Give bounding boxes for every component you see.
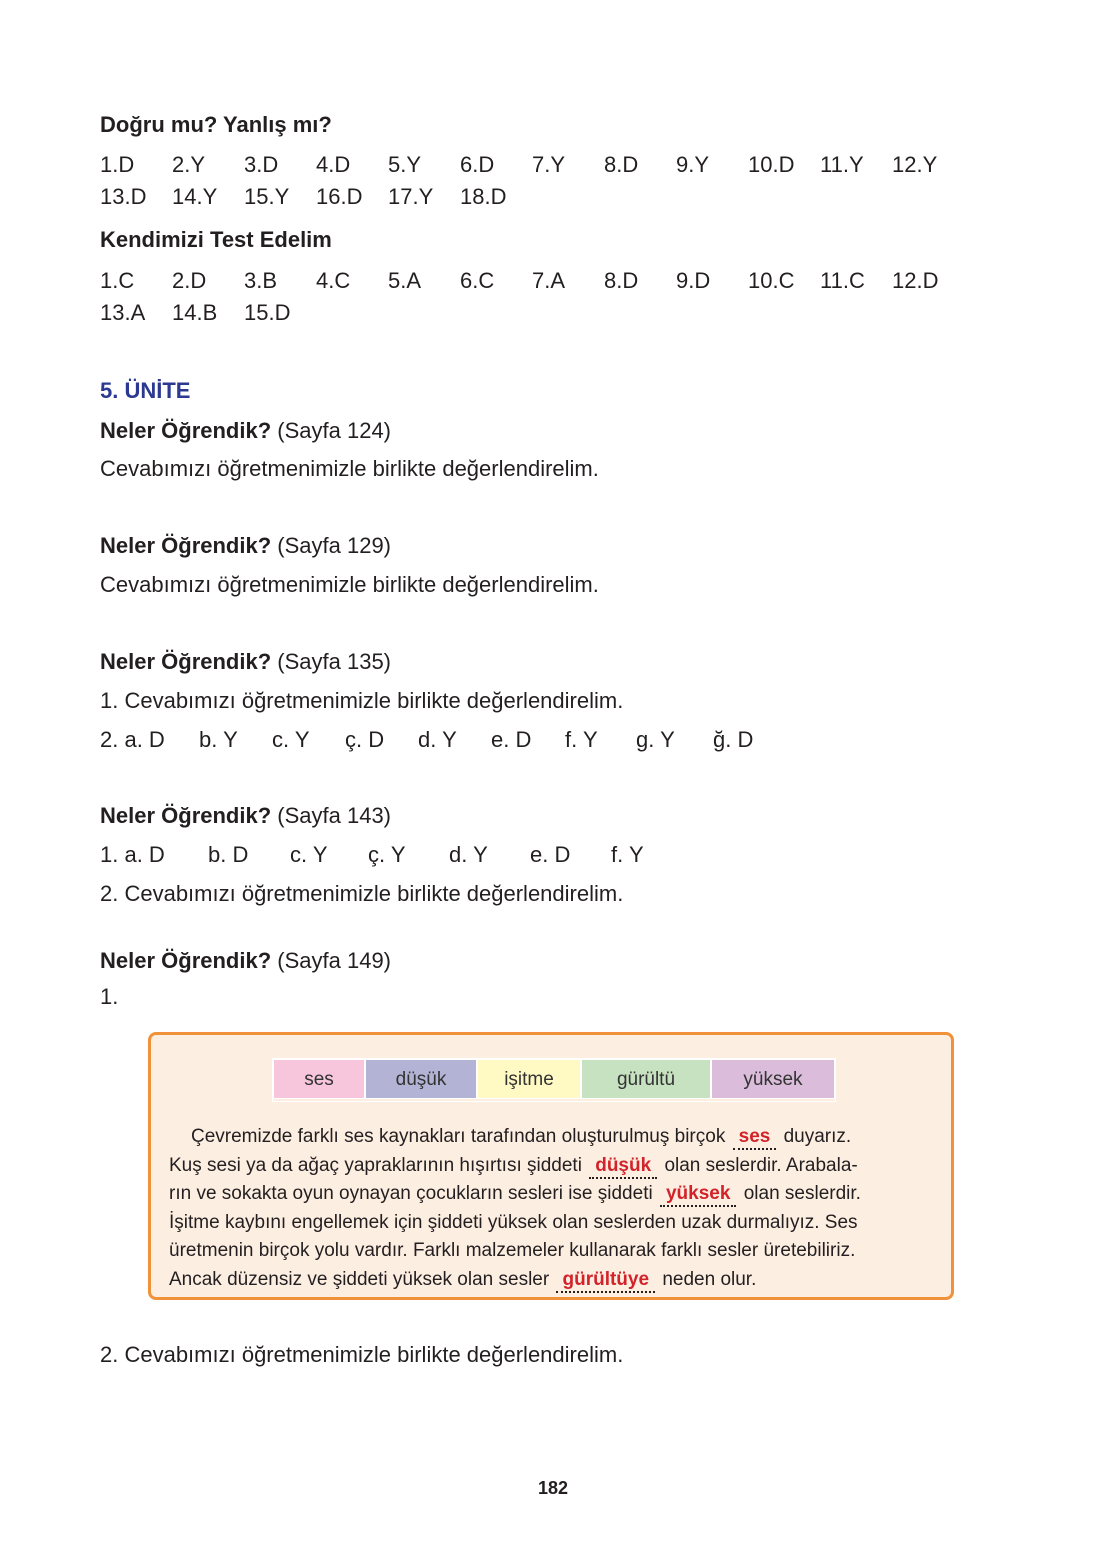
answer-row (0, 268, 1106, 298)
word-bank (272, 1058, 836, 1102)
paragraph-line (169, 1152, 945, 1181)
answer-cell: 10.C (748, 268, 795, 293)
answer-cell: 7.Y (532, 152, 566, 177)
answer-cell: 13.A (100, 300, 146, 325)
paragraph-text: Kuş sesi ya da ağaç yapraklarının hışırtısı şiddeti (169, 1154, 582, 1176)
answer-cell: ç. D (345, 727, 385, 752)
answer-cell: 4.D (316, 152, 351, 177)
answer-cell: 17.Y (388, 184, 434, 209)
answer-cell: 6.D (460, 152, 495, 177)
answer-row (0, 727, 1106, 757)
answer-text: 2. Cevabımızı öğretmenimizle birlikte değerlendirelim. (100, 881, 624, 906)
answer-text: Cevabımızı öğretmenimizle birlikte değerlendirelim. (100, 572, 599, 597)
unit-title: 5. ÜNİTE (100, 378, 191, 403)
neler-heading: Neler Öğrendik? (100, 533, 272, 558)
answer-cell: 2.Y (172, 152, 206, 177)
fill-in-paragraph (169, 1123, 945, 1294)
answer-cell: 6.C (460, 268, 495, 293)
page-ref: (Sayfa 124) (277, 418, 392, 443)
neler-heading: Neler Öğrendik? (100, 649, 272, 674)
answer-text: Cevabımızı öğretmenimizle birlikte değerlendirelim. (100, 456, 599, 481)
neler-heading: Neler Öğrendik? (100, 418, 272, 443)
answer-cell: 9.D (676, 268, 711, 293)
answer-cell: 5.A (388, 268, 422, 293)
answer-cell: 11.C (820, 268, 865, 293)
answer-cell: d. Y (418, 727, 457, 752)
page-ref: (Sayfa 149) (277, 948, 392, 973)
answer-cell: f. Y (565, 727, 598, 752)
answer-text: 2. Cevabımızı öğretmenimizle birlikte değerlendirelim. (100, 1342, 624, 1367)
paragraph-text: olan seslerdir. Arabala- (664, 1154, 858, 1176)
answer-cell: g. Y (636, 727, 675, 752)
paragraph-text: rın ve sokakta oyun oynayan çocukların sesleri ise şiddeti (169, 1183, 653, 1204)
answer-cell: 9.Y (676, 152, 710, 177)
answer-row (0, 842, 1106, 872)
answer-cell: b. Y (199, 727, 238, 752)
answer-cell: e. D (530, 842, 571, 867)
neler-heading-143 (100, 803, 391, 829)
word-bank-item: ses (273, 1059, 365, 1099)
paragraph-text: duyarız. (783, 1126, 852, 1147)
answer-cell: 7.A (532, 268, 566, 293)
paragraph-text: Çevremizde farklı ses kaynakları tarafından oluşturulmuş birçok (191, 1126, 726, 1147)
blank-answer (733, 1126, 777, 1150)
neler-heading: Neler Öğrendik? (100, 803, 272, 828)
answer-cell: 3.D (244, 152, 279, 177)
answer-cell: 12.Y (892, 152, 938, 177)
answer-cell: 12.D (892, 268, 939, 293)
word-bank-item: işitme (477, 1059, 581, 1099)
word-bank-item: düşük (365, 1059, 477, 1099)
section-title-test: Kendimizi Test Edelim (100, 227, 332, 252)
answer-cell: 13.D (100, 184, 147, 209)
answer-word: düşük (595, 1154, 652, 1176)
answer-cell: 2. a. D (100, 727, 165, 752)
blank-answer (660, 1183, 736, 1207)
answer-cell: 15.Y (244, 184, 290, 209)
neler-heading-124 (100, 418, 391, 444)
answer-cell: 8.D (604, 152, 639, 177)
answer-cell: f. Y (611, 842, 644, 867)
answer-cell: c. Y (290, 842, 328, 867)
answer-cell: 5.Y (388, 152, 422, 177)
answer-cell: 1. a. D (100, 842, 165, 867)
answer-row (0, 184, 1106, 214)
neler-heading-135 (100, 649, 391, 675)
page-ref: (Sayfa 129) (277, 533, 392, 558)
section-title-dogru-yanlis: Doğru mu? Yanlış mı? (100, 112, 332, 137)
blank-answer (589, 1155, 657, 1179)
page-ref: (Sayfa 143) (277, 803, 392, 828)
answer-cell: e. D (491, 727, 532, 752)
word-bank-item: yüksek (711, 1059, 835, 1099)
answer-cell: 1.C (100, 268, 135, 293)
answer-cell: 14.Y (172, 184, 218, 209)
answer-cell: ğ. D (713, 727, 754, 752)
neler-heading-149 (100, 948, 391, 974)
answer-cell: ç. Y (368, 842, 406, 867)
answer-row (0, 300, 1106, 330)
paragraph-text: Ancak düzensiz ve şiddeti yüksek olan sesler (169, 1268, 550, 1290)
answer-cell: 2.D (172, 268, 207, 293)
blank-answer (556, 1269, 655, 1293)
neler-heading-129 (100, 533, 391, 559)
item-number: 1. (100, 984, 119, 1009)
paragraph-line (169, 1237, 945, 1266)
answer-word: yüksek (665, 1183, 731, 1204)
paragraph-line (169, 1123, 945, 1152)
word-bank-item: gürültü (581, 1059, 711, 1099)
answer-cell: 18.D (460, 184, 507, 209)
answer-cell: 1.D (100, 152, 135, 177)
answer-cell: 8.D (604, 268, 639, 293)
answer-cell: 4.C (316, 268, 351, 293)
paragraph-text: üretmenin birçok yolu vardır. Farklı malzemeler kullanarak farklı sesler üretebiliriz. (169, 1240, 856, 1261)
neler-heading: Neler Öğrendik? (100, 948, 272, 973)
page-number: 182 (537, 1478, 569, 1498)
answer-text: 1. Cevabımızı öğretmenimizle birlikte değerlendirelim. (100, 688, 624, 713)
answer-cell: b. D (208, 842, 249, 867)
page-ref: (Sayfa 135) (277, 649, 392, 674)
paragraph-text: olan seslerdir. (743, 1183, 861, 1204)
answer-cell: 11.Y (820, 152, 864, 177)
answer-cell: c. Y (272, 727, 310, 752)
answer-cell: 14.B (172, 300, 218, 325)
answer-cell: d. Y (449, 842, 488, 867)
fill-in-box (148, 1032, 954, 1300)
answer-row (0, 152, 1106, 182)
answer-cell: 16.D (316, 184, 363, 209)
answer-word: ses (738, 1126, 771, 1147)
answer-word: gürültüye (562, 1268, 650, 1290)
paragraph-line (169, 1180, 945, 1209)
paragraph-line (169, 1266, 945, 1295)
answer-cell: 10.D (748, 152, 795, 177)
answer-cell: 15.D (244, 300, 291, 325)
paragraph-text: İşitme kaybını engellemek için şiddeti yüksek olan seslerden uzak durmalıyız. Ses (169, 1211, 858, 1233)
paragraph-line (169, 1209, 945, 1238)
answer-cell: 3.B (244, 268, 278, 293)
paragraph-text: neden olur. (662, 1268, 757, 1290)
